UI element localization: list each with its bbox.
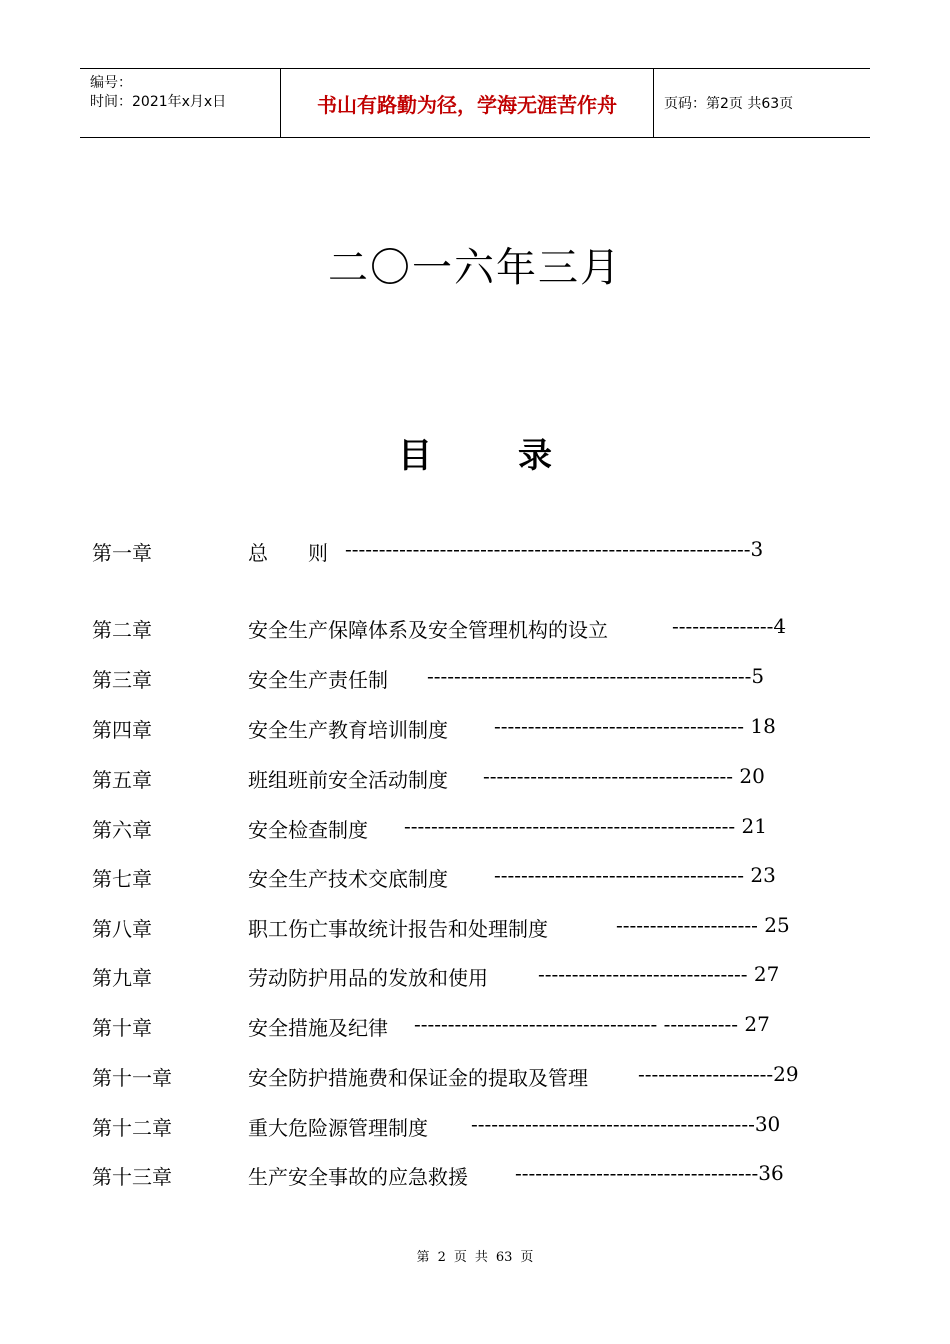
toc-entry bbox=[0, 1112, 950, 1144]
toc-title: 劳动防护用品的发放和使用 bbox=[248, 966, 488, 990]
toc-page-number: 30 bbox=[754, 1112, 781, 1136]
toc-chapter: 第二章 bbox=[92, 618, 152, 642]
footer-text: 页 bbox=[520, 1250, 534, 1265]
toc-leader-dashes: --------------------- bbox=[616, 913, 758, 937]
toc-chapter: 第八章 bbox=[92, 917, 152, 941]
toc-chapter: 第五章 bbox=[92, 768, 152, 792]
toc-chapter: 第六章 bbox=[92, 818, 152, 842]
toc-chapter: 第十二章 bbox=[92, 1116, 172, 1140]
date-title: 二〇一六年三月 bbox=[328, 245, 622, 291]
toc-leader-dashes: ------------------------------------------------- bbox=[404, 814, 736, 838]
toc-leader-dashes: ------------------------------------------------------------ bbox=[345, 537, 751, 561]
toc-entry bbox=[0, 664, 950, 696]
toc-entry bbox=[0, 913, 950, 945]
toc-entry bbox=[0, 614, 950, 646]
toc-title: 安全生产责任制 bbox=[248, 668, 388, 692]
toc-leader bbox=[538, 962, 779, 986]
toc-chapter: 第九章 bbox=[92, 966, 152, 990]
toc-page-number: 18 bbox=[744, 714, 776, 738]
toc-page-number: 25 bbox=[757, 913, 790, 937]
toc-page-number: 36 bbox=[758, 1161, 784, 1185]
toc-title-left: 目 bbox=[398, 436, 432, 476]
footer-text: 第 bbox=[416, 1250, 430, 1265]
toc-leader bbox=[427, 664, 764, 688]
footer-text: 共 bbox=[474, 1250, 488, 1265]
header-page-info: 页码：第2页 共63页 bbox=[664, 96, 794, 112]
toc-leader bbox=[638, 1062, 799, 1086]
toc-title-right: 录 bbox=[518, 436, 552, 476]
toc-chapter: 第十三章 bbox=[92, 1165, 172, 1189]
toc-chapter: 第七章 bbox=[92, 867, 152, 891]
toc-leader-dashes: ------------------------------------ bbox=[515, 1161, 759, 1185]
toc-leader bbox=[616, 913, 790, 937]
header-meta-cell bbox=[80, 69, 281, 137]
toc-leader-dashes: ------------------------------------- bbox=[494, 714, 745, 738]
toc-entry bbox=[0, 714, 950, 746]
toc-entry bbox=[0, 537, 950, 569]
toc-entry bbox=[0, 1161, 950, 1193]
toc-leader-dashes: --------------- bbox=[672, 614, 774, 638]
toc-title: 安全防护措施费和保证金的提取及管理 bbox=[248, 1066, 588, 1090]
toc-leader-dashes: ------------------------------------- bbox=[494, 863, 745, 887]
time-label: 时间：2021年x月x日 bbox=[90, 94, 227, 110]
page-header bbox=[80, 68, 870, 138]
toc-page-number: 27 bbox=[747, 962, 780, 986]
toc-leader bbox=[494, 863, 776, 887]
toc-leader bbox=[345, 537, 763, 561]
toc-entry bbox=[0, 814, 950, 846]
toc-leader bbox=[471, 1112, 780, 1136]
toc-title: 重大危险源管理制度 bbox=[248, 1116, 428, 1140]
toc-title: 安全生产保障体系及安全管理机构的设立 bbox=[248, 618, 608, 642]
toc-title: 安全措施及纪律 bbox=[248, 1016, 388, 1040]
page-footer bbox=[0, 1246, 950, 1265]
toc-leader bbox=[404, 814, 767, 838]
toc-title: 安全生产技术交底制度 bbox=[248, 867, 448, 891]
toc-page-number: 29 bbox=[773, 1062, 799, 1086]
toc-leader bbox=[494, 714, 776, 738]
header-motto: 书山有路勤为径，学海无涯苦作舟 bbox=[281, 69, 654, 137]
toc-title: 安全检查制度 bbox=[248, 818, 368, 842]
toc-leader bbox=[672, 614, 786, 638]
toc-page-number: 20 bbox=[733, 764, 765, 788]
toc-entry bbox=[0, 962, 950, 994]
toc-leader-dashes: -------------------- bbox=[638, 1062, 774, 1086]
toc-chapter: 第三章 bbox=[92, 668, 152, 692]
toc-leader-dashes: ------------------------------------------------ bbox=[427, 664, 752, 688]
toc-leader bbox=[515, 1161, 784, 1185]
toc-title: 班组班前安全活动制度 bbox=[248, 768, 448, 792]
toc-title: 总 则 bbox=[248, 541, 328, 565]
toc-chapter: 第四章 bbox=[92, 718, 152, 742]
toc-page-number: 3 bbox=[750, 537, 764, 561]
toc-chapter: 第十章 bbox=[92, 1016, 152, 1040]
toc-page-number: 21 bbox=[735, 814, 767, 838]
toc-page-number: 23 bbox=[744, 863, 776, 887]
footer-total-pages: 63 bbox=[495, 1250, 513, 1265]
toc-entry bbox=[0, 1012, 950, 1044]
toc-leader bbox=[483, 764, 765, 788]
toc-title: 安全生产教育培训制度 bbox=[248, 718, 448, 742]
toc-page-number: 4 bbox=[773, 614, 787, 638]
toc-chapter: 第十一章 bbox=[92, 1066, 172, 1090]
toc-page-number: 5 bbox=[751, 664, 765, 688]
toc-leader-dashes: ------------------------------------ ----------- bbox=[414, 1012, 738, 1036]
toc-leader-dashes: ------------------------------- bbox=[538, 962, 748, 986]
toc-leader-dashes: ------------------------------------------ bbox=[471, 1112, 755, 1136]
toc-title: 职工伤亡事故统计报告和处理制度 bbox=[248, 917, 548, 941]
toc-entry bbox=[0, 764, 950, 796]
toc-entry bbox=[0, 1062, 950, 1094]
toc-leader bbox=[414, 1012, 770, 1036]
toc-page-number: 27 bbox=[737, 1012, 770, 1036]
code-label: 编号： bbox=[90, 75, 132, 91]
toc-title: 生产安全事故的应急救援 bbox=[248, 1165, 468, 1189]
footer-text: 页 bbox=[453, 1250, 467, 1265]
toc-leader-dashes: ------------------------------------- bbox=[483, 764, 734, 788]
footer-page-number: 2 bbox=[437, 1250, 446, 1265]
toc-chapter: 第一章 bbox=[92, 541, 152, 565]
toc-entry bbox=[0, 863, 950, 895]
